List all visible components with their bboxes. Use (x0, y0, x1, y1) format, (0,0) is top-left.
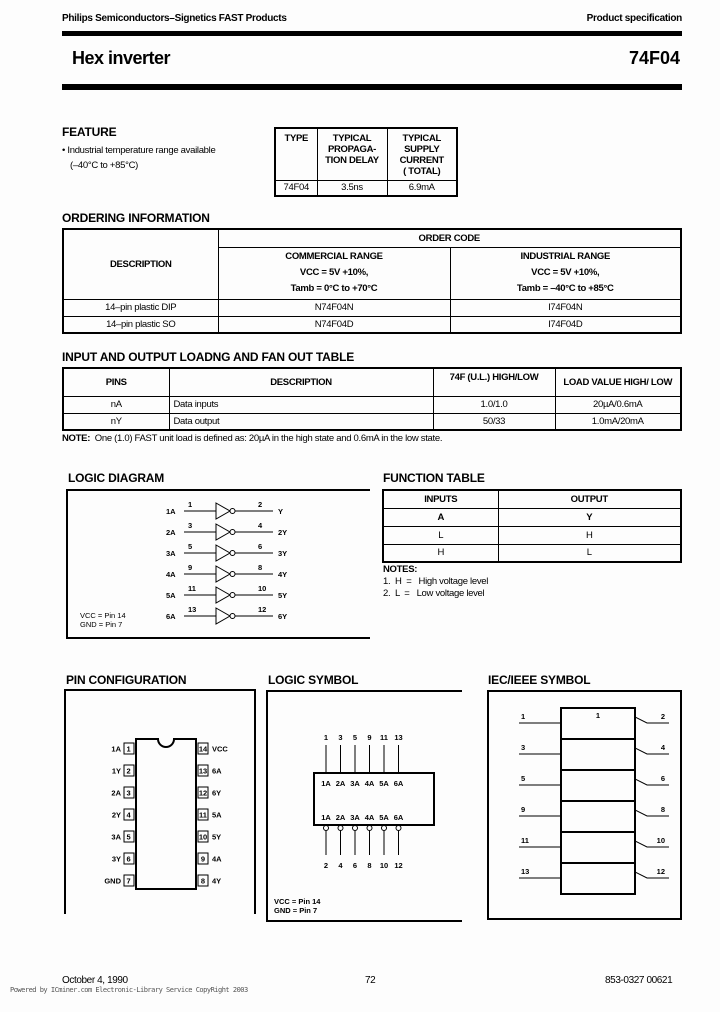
svg-text:4Y: 4Y (278, 570, 288, 579)
svg-text:3A: 3A (350, 813, 360, 822)
svg-text:1: 1 (595, 711, 601, 720)
svg-text:4: 4 (258, 521, 263, 530)
svg-text:3A: 3A (166, 549, 176, 558)
svg-text:13: 13 (188, 605, 197, 614)
svg-text:2A: 2A (335, 813, 346, 822)
inverter-gate (166, 500, 283, 519)
svg-text:Y: Y (278, 507, 284, 516)
svg-text:3: 3 (338, 733, 343, 742)
svg-text:1A: 1A (321, 813, 331, 822)
pin-number: 4 (126, 810, 131, 820)
svg-text:1A: 1A (321, 779, 331, 788)
pin-config-box (64, 689, 256, 914)
load-value-cell: 1.0mA/20mA (555, 413, 681, 430)
industrial-code-cell: I74F04D (450, 316, 681, 333)
ul-header: 74F (U.L.) HIGH/LOW (433, 368, 555, 396)
pin-name: GND (104, 876, 121, 886)
svg-text:8: 8 (660, 805, 665, 814)
logic-symbol-heading: LOGIC SYMBOL (268, 673, 359, 687)
inverter-gate (166, 584, 287, 603)
svg-text:5A: 5A (166, 591, 176, 600)
loading-heading: INPUT AND OUTPUT LOADNG AND FAN OUT TABLE (62, 350, 355, 364)
ordering-desc-cell: 14–pin plastic DIP (63, 299, 218, 316)
feature-bullet-cont: (–40°C to +85°C) (70, 160, 139, 171)
loading-desc-header: DESCRIPTION (169, 368, 433, 396)
pin-number: 1 (126, 744, 131, 754)
pin-name: 4Y (212, 876, 222, 886)
footer-page: 72 (365, 975, 376, 986)
svg-text:10: 10 (379, 861, 389, 870)
supply-current-cell: 6.9mA (387, 180, 457, 196)
svg-text:6Y: 6Y (278, 612, 288, 621)
output-header: OUTPUT (498, 490, 681, 508)
svg-text:5: 5 (521, 774, 526, 783)
prop-delay-cell: 3.5ns (317, 180, 387, 196)
pin-number: 9 (200, 854, 206, 864)
pin-number: 5 (126, 832, 131, 842)
svg-text:9: 9 (188, 563, 193, 572)
svg-text:12: 12 (394, 861, 403, 870)
col-y-header: Y (498, 508, 681, 526)
loading-note: NOTE: One (1.0) FAST unit load is defined as: 20µA in the high state and 0.6mA in the low state. (62, 433, 443, 444)
svg-text:3: 3 (188, 521, 193, 530)
inverter-gate (166, 521, 287, 540)
pin-name: 6Y (212, 788, 222, 798)
pin-name: 2A (111, 788, 121, 798)
svg-text:3Y: 3Y (278, 549, 288, 558)
powered-by: Powered by ICminer.com Electronic-Library Service CopyRight 2003 (10, 986, 248, 994)
svg-text:6: 6 (352, 861, 358, 870)
svg-text:5Y: 5Y (278, 591, 288, 600)
pin-name: 1A (111, 744, 121, 754)
svg-text:11: 11 (380, 733, 388, 742)
function-note-1: 1. H = High voltage level (383, 576, 489, 587)
iec-symbol-heading: IEC/IEEE SYMBOL (488, 673, 591, 687)
pin-number: 8 (200, 876, 206, 886)
svg-text:8: 8 (258, 563, 263, 572)
loading-desc-cell: Data inputs (169, 396, 433, 413)
iec-symbol-svg (489, 692, 682, 920)
logic-symbol-box (266, 690, 462, 922)
load-value-cell: 20µA/0.6mA (555, 396, 681, 413)
svg-text:5A: 5A (379, 779, 389, 788)
footer-date: October 4, 1990 (62, 975, 128, 986)
type-table (274, 127, 458, 197)
ordering-desc-cell: 14–pin plastic SO (63, 316, 218, 333)
svg-text:1: 1 (188, 500, 193, 509)
pin-number: 3 (126, 788, 131, 798)
svg-text:11: 11 (521, 836, 529, 845)
order-code-header: ORDER CODE (218, 229, 681, 247)
logic-diagram-heading: LOGIC DIAGRAM (68, 471, 165, 485)
svg-text:3A: 3A (350, 779, 360, 788)
svg-text:4A: 4A (364, 813, 375, 822)
function-cell: L (383, 526, 498, 544)
pin-name: 5Y (212, 832, 222, 842)
svg-text:13: 13 (521, 867, 530, 876)
commercial-code-cell: N74F04D (218, 316, 450, 333)
svg-text:5: 5 (352, 733, 358, 742)
header-rule (62, 31, 682, 36)
svg-text:2Y: 2Y (278, 528, 288, 537)
inverter-gate (166, 605, 287, 624)
pins-header: PINS (63, 368, 169, 396)
svg-text:12: 12 (656, 867, 665, 876)
pin-name: 5A (212, 810, 222, 820)
title-rule (62, 84, 682, 90)
svg-text:2: 2 (323, 861, 329, 870)
svg-text:2A: 2A (166, 528, 176, 537)
svg-text:5A: 5A (379, 813, 389, 822)
svg-text:10: 10 (258, 584, 267, 593)
svg-text:10: 10 (656, 836, 665, 845)
pin-name: 3Y (111, 854, 121, 864)
commercial-code-cell: N74F04N (218, 299, 450, 316)
pin-name: 1Y (111, 766, 121, 776)
svg-text:9: 9 (367, 733, 372, 742)
svg-text:4A: 4A (166, 570, 176, 579)
svg-text:2A: 2A (335, 779, 346, 788)
bullet-icon: • (62, 145, 66, 156)
svg-text:3: 3 (521, 743, 526, 752)
industrial-code-cell: I74F04N (450, 299, 681, 316)
pin-name: 2Y (111, 810, 121, 820)
logic-diagram-box (66, 489, 370, 639)
part-number: 74F04 (628, 48, 680, 68)
pin-name: 6A (212, 766, 222, 776)
description-header: DESCRIPTION (63, 229, 218, 299)
function-notes-heading: NOTES: (383, 564, 418, 575)
function-cell: H (383, 544, 498, 562)
chip-outline (136, 739, 196, 889)
industrial-range-header: INDUSTRIAL RANGE VCC = 5V +10%, Tamb = –40°C to +85°C (450, 247, 681, 299)
page-title: Hex inverter (72, 48, 171, 68)
function-cell: L (498, 544, 681, 562)
svg-text:1: 1 (323, 733, 329, 742)
doc-type-header: Product specification (586, 13, 682, 24)
pin-number: 2 (126, 766, 131, 776)
svg-text:2: 2 (660, 712, 665, 721)
svg-text:6A: 6A (166, 612, 176, 621)
type-header: TYPE (275, 128, 317, 180)
ul-cell: 1.0/1.0 (433, 396, 555, 413)
svg-text:1A: 1A (166, 507, 176, 516)
load-value-header: LOAD VALUE HIGH/ LOW (555, 368, 681, 396)
svg-text:13: 13 (394, 733, 403, 742)
iec-symbol-box (487, 690, 682, 920)
svg-text:6A: 6A (393, 813, 404, 822)
function-table-heading: FUNCTION TABLE (383, 471, 485, 485)
company-header: Philips Semiconductors–Signetics FAST Products (62, 13, 287, 24)
svg-text:12: 12 (258, 605, 267, 614)
type-cell: 74F04 (275, 180, 317, 196)
svg-text:6A: 6A (393, 779, 404, 788)
inputs-header: INPUTS (383, 490, 498, 508)
function-table (382, 489, 682, 563)
function-cell: H (498, 526, 681, 544)
svg-text:1: 1 (521, 712, 526, 721)
prop-delay-header: TYPICAL PROPAGA- TION DELAY (317, 128, 387, 180)
svg-text:4A: 4A (364, 779, 375, 788)
pin-name: 4A (212, 854, 222, 864)
pin-number: 12 (198, 788, 208, 798)
logic-symbol-power: VCC = Pin 14 GND = Pin 7 (274, 897, 321, 915)
logic-symbol-svg (268, 692, 462, 922)
logic-diagram-power: VCC = Pin 14 GND = Pin 7 (80, 611, 126, 629)
svg-text:6: 6 (258, 542, 263, 551)
pin-number: 10 (198, 832, 208, 842)
dip-package-svg (66, 691, 256, 915)
svg-text:2: 2 (258, 500, 263, 509)
pins-cell: nA (63, 396, 169, 413)
col-a-header: A (383, 508, 498, 526)
svg-text:4: 4 (338, 861, 343, 870)
loading-table (62, 367, 682, 431)
svg-text:9: 9 (521, 805, 526, 814)
feature-bullet: • Industrial temperature range available (62, 145, 216, 156)
pin-number: 6 (126, 854, 131, 864)
feature-heading: FEATURE (62, 125, 117, 139)
pin-config-heading: PIN CONFIGURATION (66, 673, 187, 687)
svg-text:11: 11 (188, 584, 196, 593)
inverter-gate (166, 563, 287, 582)
pin-number: 7 (126, 876, 131, 886)
svg-text:5: 5 (188, 542, 193, 551)
ordering-heading: ORDERING INFORMATION (62, 211, 210, 225)
function-note-2: 2. L = Low voltage level (383, 588, 485, 599)
supply-current-header: TYPICAL SUPPLY CURRENT ( TOTAL) (387, 128, 457, 180)
ul-cell: 50/33 (433, 413, 555, 430)
pin-name: VCC (212, 744, 228, 754)
svg-text:8: 8 (367, 861, 372, 870)
pin-number: 13 (198, 766, 208, 776)
footer-doc-number: 853-0327 00621 (605, 975, 673, 986)
pin-name: 3A (111, 832, 121, 842)
svg-text:4: 4 (660, 743, 665, 752)
pin-number: 14 (198, 744, 208, 754)
commercial-range-header: COMMERCIAL RANGE VCC = 5V +10%, Tamb = 0°C to +70°C (218, 247, 450, 299)
pin-number: 11 (199, 810, 207, 820)
ordering-table (62, 228, 682, 334)
inverter-gate (166, 542, 287, 561)
loading-desc-cell: Data output (169, 413, 433, 430)
pins-cell: nY (63, 413, 169, 430)
svg-text:6: 6 (660, 774, 665, 783)
